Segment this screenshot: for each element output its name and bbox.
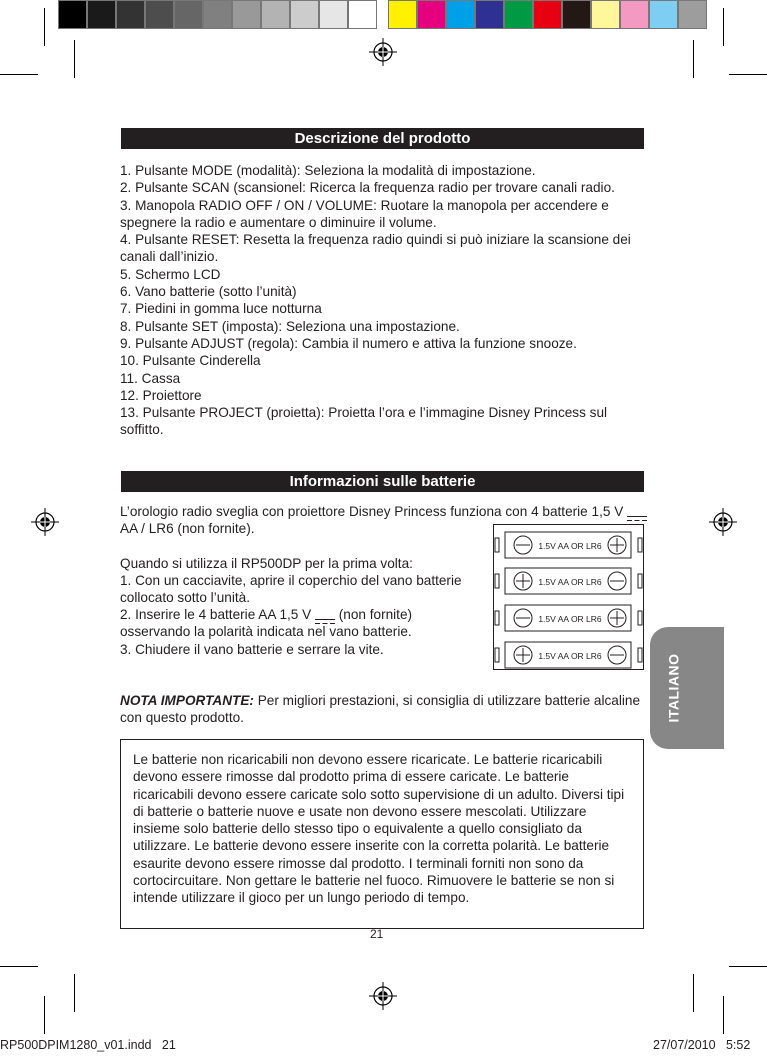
battery-label: 1.5V AA OR LR6 xyxy=(538,651,602,661)
section-title-battery-info: Informazioni sulle batterie xyxy=(121,471,644,492)
color-swatch xyxy=(620,0,649,29)
registration-mark-icon xyxy=(31,508,59,536)
battery-label: 1.5V AA OR LR6 xyxy=(538,541,602,551)
crop-mark xyxy=(729,74,767,75)
footer-file-info: RP500DPIM1280_v01.indd 21 xyxy=(0,1038,176,1052)
color-swatch xyxy=(533,0,562,29)
language-side-tab-label xyxy=(650,627,698,749)
first-use-heading: Quando si utilizza il RP500DP per la prima volta: xyxy=(120,556,413,571)
color-swatch xyxy=(678,0,707,29)
list-item: 3. Manopola RADIO OFF / ON / VOLUME: Ruotare la manopola per accendere e spegnere la radio e aumentare o diminuire il volume. xyxy=(120,197,609,230)
battery-warning-box xyxy=(120,739,644,929)
crop-mark xyxy=(693,974,694,1012)
registration-mark-icon xyxy=(369,38,397,66)
crop-mark xyxy=(723,996,724,1034)
battery-warning-text: Le batterie non ricaricabili non devono essere ricaricate. Le batterie ricaricabili devono essere rimosse dal prodotto prima di essere caricate. Le batterie ricaricabili devono essere caricate solo sotto supervisione di un adulto. Diversi tipi di batterie o batterie nuove e usate non devono essere mescolati. Utilizzare insieme solo batterie dello stesso tipo o equivalente a quello consigliato da utilizzare. Le batterie devono essere inserite con la corretta polarità. Le batterie esaurite devono essere rimosse dal prodotto. I terminali forniti non sono da cortocircuitare. Non gettare le batterie nel fuoco. Rimuovere le batterie se non si intende utilizzare il gioco per un lungo periodo di tempo. xyxy=(133,752,625,906)
crop-mark xyxy=(693,40,694,78)
crop-mark xyxy=(74,974,75,1012)
battery-compartment-diagram xyxy=(493,524,644,670)
crop-mark xyxy=(74,40,75,78)
dc-symbol-icon xyxy=(315,612,335,619)
crop-mark xyxy=(44,996,45,1034)
battery-label: 1.5V AA OR LR6 xyxy=(538,577,602,587)
page-number: 21 xyxy=(370,927,384,941)
crop-mark xyxy=(729,966,767,967)
crop-mark xyxy=(0,74,38,75)
color-swatch xyxy=(388,0,417,29)
registration-mark-icon xyxy=(709,508,737,536)
battery-step-3: 3. Chiudere il vano batterie e serrare la vite. xyxy=(120,642,384,657)
language-label: ITALIANO xyxy=(666,653,683,723)
crop-mark xyxy=(723,8,724,46)
color-swatch xyxy=(504,0,533,29)
dc-symbol-icon xyxy=(627,509,647,516)
color-swatch xyxy=(203,0,232,29)
list-item: 13. Pulsante PROJECT (proietta): Proietta l’ora e l’immagine Disney Princess sul soffitto. xyxy=(120,405,608,438)
color-bar-grays xyxy=(58,0,377,31)
product-description-list xyxy=(120,162,646,439)
color-swatch xyxy=(591,0,620,29)
battery-intro-a: L’orologio radio sveglia con proiettore Disney Princess funziona con 4 batterie 1,5 V xyxy=(120,504,624,519)
color-swatch xyxy=(87,0,116,29)
color-swatch xyxy=(290,0,319,29)
color-swatch xyxy=(116,0,145,29)
important-note xyxy=(120,692,640,727)
color-bar-colors xyxy=(388,0,707,31)
list-item: 6. Vano batterie (sotto l’unità) xyxy=(120,284,297,300)
list-item: 7. Piedini in gomma luce notturna xyxy=(120,301,322,317)
color-swatch xyxy=(145,0,174,29)
list-item: 8. Pulsante SET (imposta): Seleziona una impostazione. xyxy=(120,318,460,334)
list-item: 12. Proiettore xyxy=(120,387,202,403)
battery-step-1: 1. Con un cacciavite, aprire il coperchio del vano batterie collocato sotto l’unità. xyxy=(120,573,462,606)
color-swatch xyxy=(348,0,377,29)
list-item: 11. Cassa xyxy=(120,370,181,386)
battery-label: 1.5V AA OR LR6 xyxy=(538,614,602,624)
list-item: 2. Pulsante SCAN (scansionel: Ricerca la frequenza radio per trovare canali radio. xyxy=(120,180,615,196)
list-item: 9. Pulsante ADJUST (regola): Cambia il numero e attiva la funzione snooze. xyxy=(120,335,577,351)
footer-date: 27/07/2010 5:52 xyxy=(653,1038,751,1052)
crop-mark xyxy=(0,966,38,967)
color-swatch xyxy=(446,0,475,29)
color-swatch xyxy=(562,0,591,29)
section-title-product-description: Descrizione del prodotto xyxy=(121,128,644,149)
battery-step-2b: (non fornite) osservando la polarità indicata nel vano batterie. xyxy=(120,607,413,640)
battery-step-2 xyxy=(120,606,480,641)
list-item: 4. Pulsante RESET: Resetta la frequenza radio quindi si può iniziare la scansione dei canali dall’inizio. xyxy=(120,232,631,265)
battery-intro-b: AA / LR6 (non fornite). xyxy=(120,521,255,537)
important-note-label: NOTA IMPORTANTE: xyxy=(120,693,254,708)
color-swatch xyxy=(58,0,87,29)
color-swatch xyxy=(232,0,261,29)
registration-mark-icon xyxy=(369,982,397,1010)
battery-step-2a: 2. Inserire le 4 batterie AA 1,5 V xyxy=(120,607,312,622)
important-note-text: Per migliori prestazioni, si consiglia di utilizzare batterie alcaline con questo prodotto. xyxy=(120,693,641,726)
color-swatch xyxy=(261,0,290,29)
color-swatch xyxy=(649,0,678,29)
color-swatch xyxy=(319,0,348,29)
color-swatch xyxy=(174,0,203,29)
color-swatch xyxy=(475,0,504,29)
crop-mark xyxy=(44,8,45,46)
list-item: 10. Pulsante Cinderella xyxy=(120,353,261,369)
list-item: 5. Schermo LCD xyxy=(120,266,221,282)
color-swatch xyxy=(417,0,446,29)
list-item: 1. Pulsante MODE (modalità): Seleziona la modalità di impostazione. xyxy=(120,163,536,178)
